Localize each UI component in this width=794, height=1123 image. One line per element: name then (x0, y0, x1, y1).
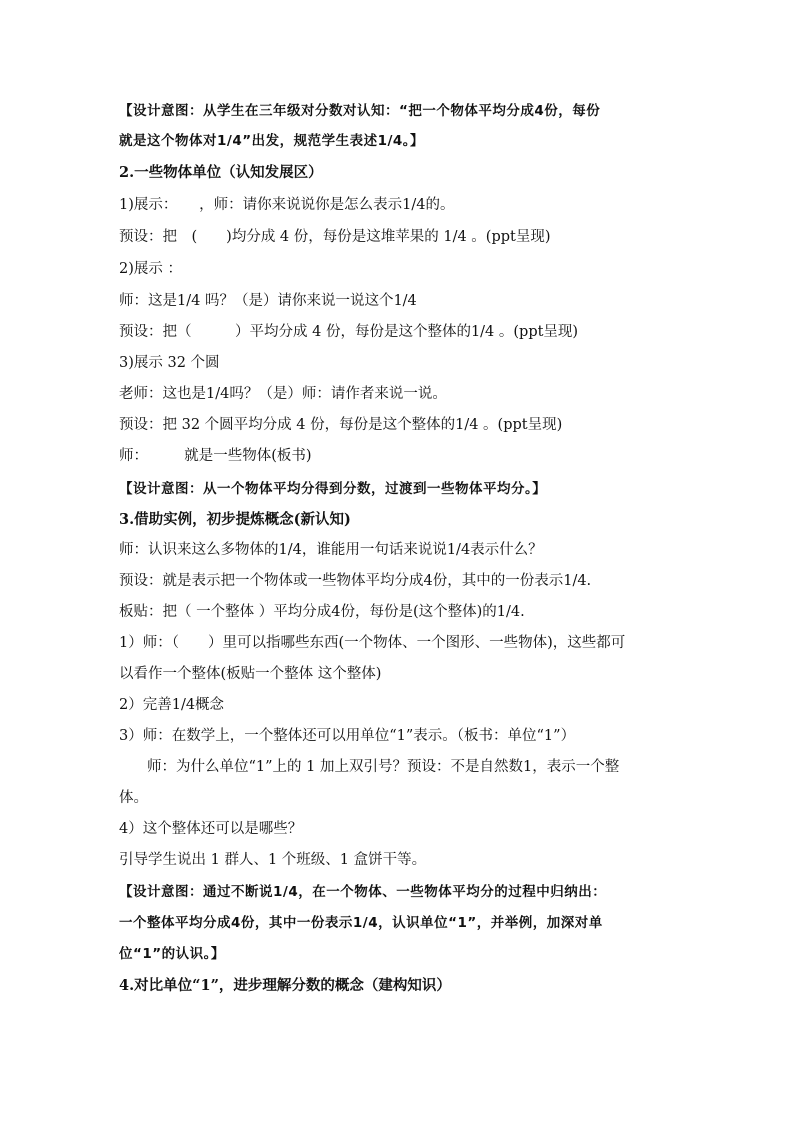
item-2: 2）完善1/4概念 (119, 697, 225, 713)
design-note-2: 【设计意图：从一个物体平均分得到分数，过渡到一些物体平均分。】 (119, 481, 547, 497)
preset-whole: 预设：把（ ）平均分成 4 份，每份是这个整体的1/4 。(ppt呈现) (119, 324, 579, 340)
item-3-question-line-1: 师：为什么单位“1”上的 1 加上双引号？预设：不是自然数1，表示一个整 (147, 759, 620, 775)
step-1-display: 1)展示： ，师：请你来说说你是怎么表示1/4的。 (119, 197, 455, 213)
design-note-1-line-2: 就是这个物体对1/4”出发，规范学生表述1/4。】 (119, 133, 425, 149)
teacher-question-2: 老师：这也是1/4吗？（是）师：请作者来说一说。 (119, 386, 447, 402)
teacher-question-1: 师：这是1/4 吗？（是）请你来说一说这个1/4 (119, 293, 417, 309)
design-note-3-line-1: 【设计意图：通过不断说1/4，在一个物体、一些物体平均分的过程中归纳出： (119, 884, 607, 900)
design-note-3-line-3: 位“1”的认识。】 (119, 946, 225, 962)
section-heading-4: 4.对比单位“1”，进步理解分数的概念（建构知识） (119, 977, 451, 994)
teacher-question-3: 师：认识来这么多物体的1/4，谁能用一句话来说说1/4表示什么？ (119, 542, 543, 558)
board-paste: 板贴：把（ 一个整体 ）平均分成4份，每份是(这个整体)的1/4. (119, 604, 525, 620)
item-4: 4）这个整体还可以是哪些？ (119, 821, 303, 837)
item-3: 3）师：在数学上，一个整体还可以用单位“1”表示。（板书：单位“1”） (119, 728, 576, 744)
teacher-board-writing: 师： 就是一些物体(板书) (119, 448, 312, 464)
step-3-display: 3)展示 32 个圆 (119, 355, 220, 371)
design-note-3-line-2: 一个整体平均分成4份，其中一份表示1/4，认识单位“1”，并举例，加深对单 (119, 915, 603, 931)
preset-definition: 预设：就是表示把一个物体或一些物体平均分成4份，其中的一份表示1/4. (119, 573, 592, 589)
item-1-line-1: 1）师：（ ）里可以指哪些东西(一个物体、一个图形、一些物体)，这些都可 (119, 635, 626, 651)
design-note-1-line-1: 【设计意图：从学生在三年级对分数对认知：“把一个物体平均分成4份，每份 (119, 103, 601, 119)
preset-apples: 预设：把 ( )均分成 4 份，每份是这堆苹果的 1/4 。(ppt呈现) (119, 229, 551, 245)
preset-circles: 预设：把 32 个圆平均分成 4 份，每份是这个整体的1/4 。(ppt呈现) (119, 417, 563, 433)
item-1-line-2: 以看作一个整体(板贴一个整体 这个整体) (119, 666, 382, 682)
section-heading-3: 3.借助实例，初步提炼概念(新认知) (119, 511, 351, 528)
section-heading-2: 2.一些物体单位（认知发展区） (119, 164, 323, 181)
guide-students: 引导学生说出 1 群人、1 个班级、1 盒饼干等。 (119, 852, 427, 868)
item-3-question-line-2: 体。 (119, 790, 148, 806)
step-2-display: 2)展示 ： (119, 261, 182, 277)
